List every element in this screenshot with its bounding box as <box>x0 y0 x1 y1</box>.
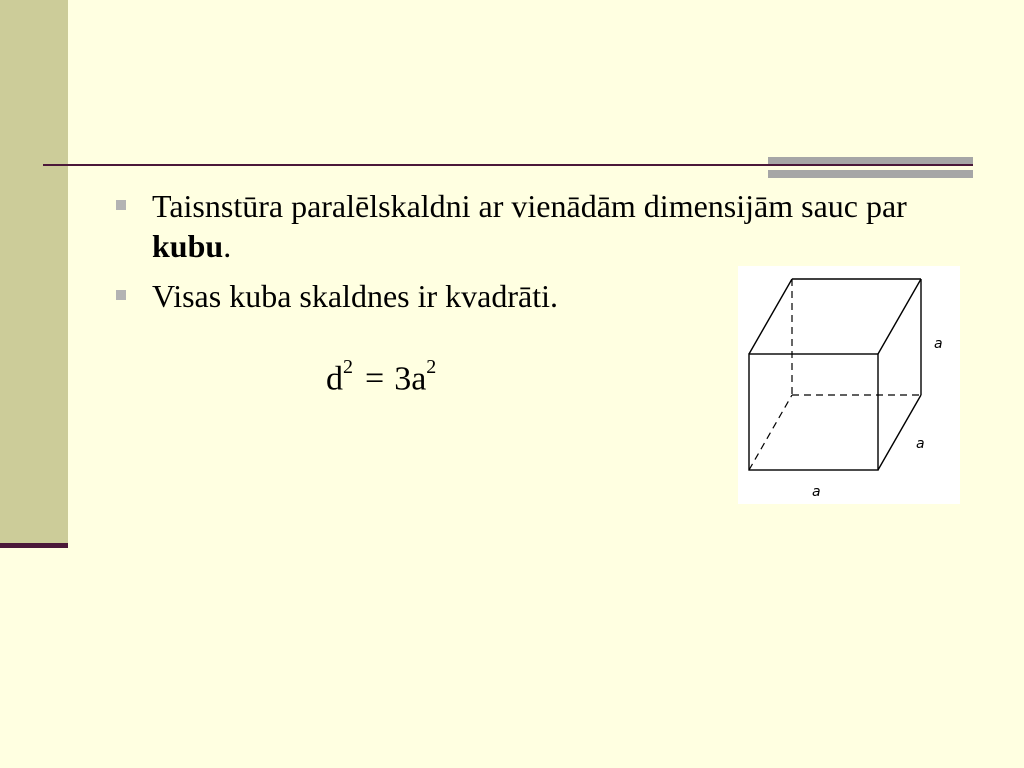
cube-label-width: a <box>812 484 821 500</box>
formula-operator: = <box>365 360 385 398</box>
cube-edge-top-right <box>878 279 921 354</box>
bullet-bold-term: kubu <box>152 228 224 264</box>
cube-label-depth: a <box>916 436 925 452</box>
cube-front-face <box>749 354 878 470</box>
bullet-text: Taisnstūra paralēlskaldni ar vienādām dimensijām sauc par <box>152 188 907 224</box>
formula-rhs-base: a <box>411 360 427 398</box>
bullet-text: Visas kuba skaldnes ir kvadrāti. <box>152 278 558 314</box>
bullet-item-cube-definition <box>112 186 972 266</box>
cube-label-height: a <box>934 336 943 352</box>
left-accent-bar <box>0 0 68 548</box>
cube-hidden-edge-bottom-left <box>749 395 792 470</box>
formula-lhs-exponent: 2 <box>343 356 353 378</box>
title-divider-line <box>43 164 973 166</box>
cube-edge-bottom-right <box>878 395 921 470</box>
formula-rhs-coefficient: 3 <box>394 360 412 398</box>
bullet-text-end: . <box>223 228 232 264</box>
cube-diagram <box>738 266 960 504</box>
left-accent-underline <box>0 543 68 548</box>
formula-rhs-exponent: 2 <box>426 356 437 378</box>
cube-figure <box>738 266 960 504</box>
formula-lhs-base: d <box>326 360 343 398</box>
square-bullet-icon <box>116 200 126 210</box>
diagonal-formula <box>326 356 437 398</box>
square-bullet-icon <box>116 290 126 300</box>
cube-edge-top-left <box>749 279 792 354</box>
